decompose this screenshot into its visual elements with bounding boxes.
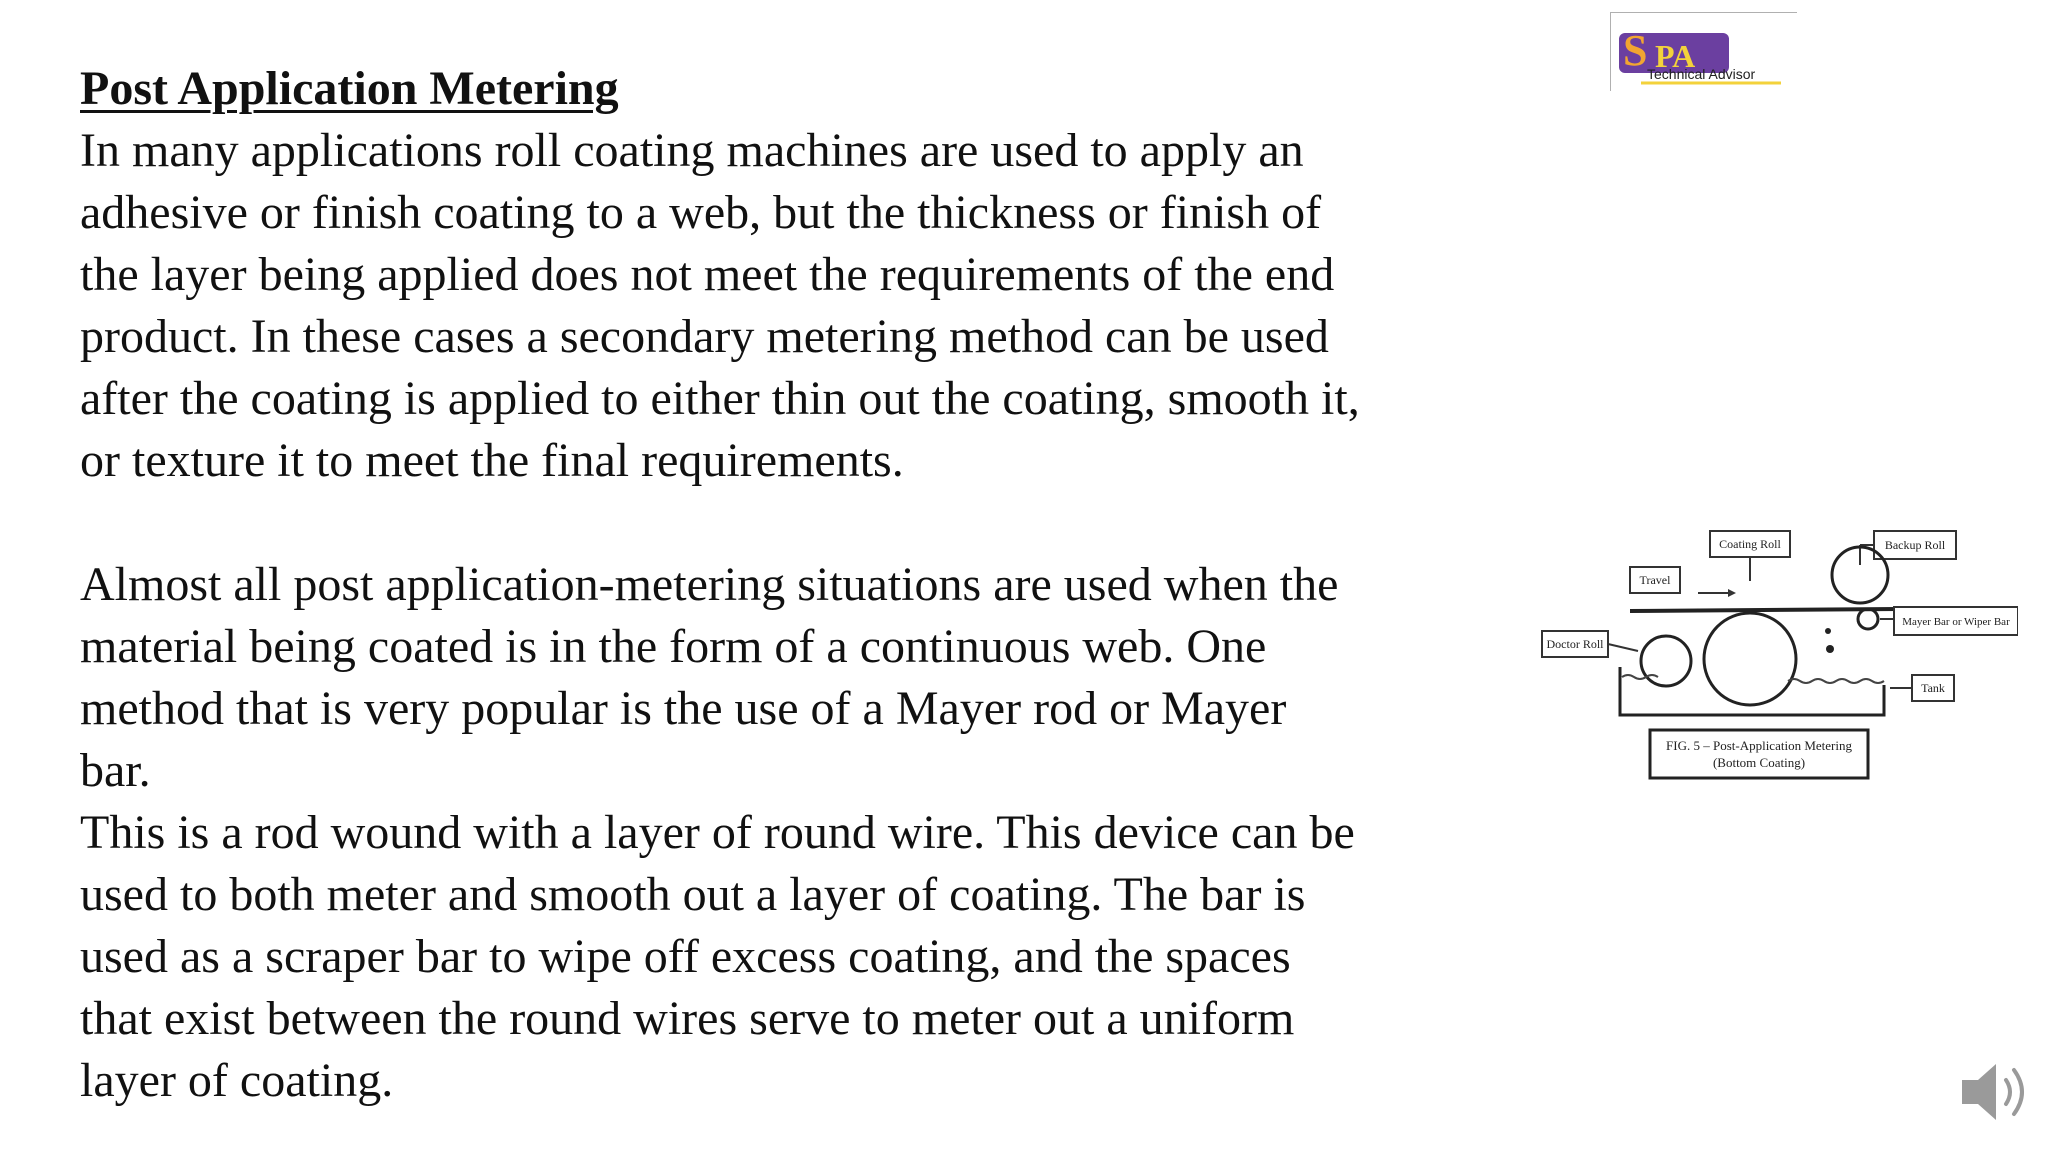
mayer-bar-circle (1858, 609, 1878, 629)
coating-roll-circle (1704, 613, 1796, 705)
slide-title: Post Application Metering (80, 62, 619, 115)
figure-caption-line1: FIG. 5 – Post-Application Metering (1666, 738, 1852, 753)
label-doctor-roll: Doctor Roll (1546, 637, 1604, 651)
speaker-wave-large (2014, 1070, 2022, 1114)
paragraph-continuous-web: Almost all post application-metering situations are used when the material being coated is in the form of a continuous web. One method that is very popular is the use of a Mayer rod or Mayer bar. (80, 558, 1339, 797)
doctor-roll-circle (1641, 636, 1691, 686)
coating-drip (1826, 645, 1834, 653)
coating-drip (1825, 628, 1831, 634)
post-application-metering-diagram (1538, 525, 2018, 785)
label-backup-roll: Backup Roll (1884, 538, 1946, 552)
arrow-doctor-roll (1608, 644, 1638, 651)
speaker-wave-small (2006, 1080, 2010, 1104)
label-coating-roll: Coating Roll (1719, 537, 1781, 551)
tank-outline (1620, 667, 1884, 715)
coating-liquid-surface (1622, 675, 1884, 683)
spa-logo (1610, 12, 1797, 91)
web-line (1630, 609, 1898, 611)
label-travel: Travel (1639, 573, 1671, 587)
slide-body (80, 58, 1500, 1112)
paragraph-mayer-rod: This is a rod wound with a layer of round wire. This device can be used to both meter and smooth out a layer of coating. The bar is used as a scraper bar to wipe off excess coating, and the spaces that exist between the round wires serve to meter out a uniform layer of coating. (80, 806, 1355, 1107)
paragraph-roll-coating: In many applications roll coating machines are used to apply an adhesive or finish coating to a web, but the thickness or finish of the layer being applied does not meet the requirements of the end product. In these cases a secondary metering method can be used after the coating is applied to either thin out the coating, smooth it, or texture it to meet the final requirements. (80, 124, 1360, 487)
label-mayer-bar: Mayer Bar or Wiper Bar (1902, 616, 2010, 628)
travel-arrowhead (1728, 589, 1736, 597)
logo-letter-s: S (1623, 26, 1648, 75)
spa-logo-graphic (1611, 13, 1797, 91)
logo-caption: Technical Advisor (1647, 66, 1756, 82)
figure-caption-line2: (Bottom Coating) (1712, 755, 1806, 770)
paragraph-spacer (80, 492, 1500, 554)
speaker-body (1962, 1064, 1996, 1120)
speaker-icon[interactable] (1956, 1052, 2036, 1132)
label-tank: Tank (1921, 681, 1945, 695)
logo-letters-pa: PA (1655, 38, 1696, 74)
